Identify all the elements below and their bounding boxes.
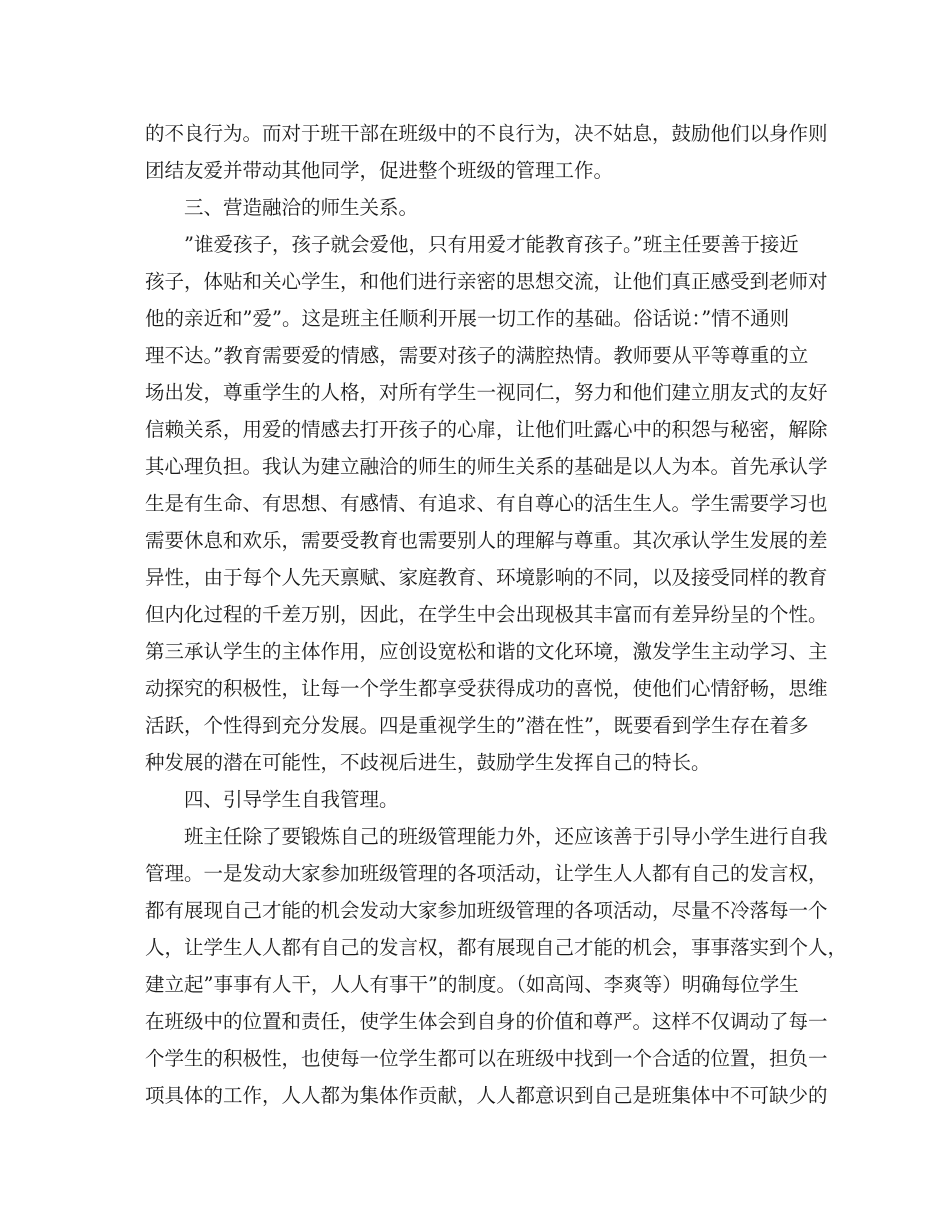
text-line: 其心理负担。我认为建立融洽的师生的师生关系的基础是以人为本。首先承认学 bbox=[145, 455, 828, 478]
text-line: 都有展现自己才能的机会发动大家参加班级管理的各项活动，尽量不冷落每一个 bbox=[145, 899, 828, 922]
text-line: 孩子，体贴和关心学生，和他们进行亲密的思想交流，让他们真正感受到老师对 bbox=[145, 270, 828, 293]
text-line: 场出发，尊重学生的人格，对所有学生一视同仁，努力和他们建立朋友式的友好 bbox=[145, 381, 828, 404]
text-line: 异性，由于每个人先天禀赋、家庭教育、环境影响的不同，以及接受同样的教育 bbox=[145, 566, 828, 589]
text-line: 建立起”事事有人干，人人有事干”的制度。（如高闯、李爽等）明确每位学生 bbox=[145, 973, 799, 996]
text-line: 的不良行为。而对于班干部在班级中的不良行为，决不姑息，鼓励他们以身作则 bbox=[145, 122, 828, 145]
section-heading: 四、引导学生自我管理。 bbox=[145, 788, 399, 811]
text-line: 理不达。”教育需要爱的情感，需要对孩子的满腔热情。教师要从平等尊重的立 bbox=[145, 344, 809, 367]
text-line: ”谁爱孩子，孩子就会爱他，只有用爱才能教育孩子。”班主任要善于接近 bbox=[145, 233, 799, 256]
text-line: 班主任除了要锻炼自己的班级管理能力外，还应该善于引导小学生进行自我 bbox=[145, 825, 828, 848]
text-line: 个学生的积极性，也使每一位学生都可以在班级中找到一个合适的位置，担负一 bbox=[145, 1047, 828, 1070]
text-line: 在班级中的位置和责任，使学生体会到自身的价值和尊严。这样不仅调动了每一 bbox=[145, 1010, 828, 1033]
text-line: 第三承认学生的主体作用，应创设宽松和谐的文化环境，激发学生主动学习、主 bbox=[145, 640, 828, 663]
text-line: 生是有生命、有思想、有感情、有追求、有自尊心的活生生人。学生需要学习也 bbox=[145, 492, 828, 515]
text-line: 团结友爱并带动其他同学，促进整个班级的管理工作。 bbox=[145, 159, 614, 182]
text-line: 项具体的工作，人人都为集体作贡献，人人都意识到自己是班集体中不可缺少的 bbox=[145, 1084, 828, 1107]
text-line: 但内化过程的千差万别，因此，在学生中会出现极其丰富而有差异纷呈的个性。 bbox=[145, 603, 828, 626]
text-line: 管理。一是发动大家参加班级管理的各项活动，让学生人人都有自己的发言权， bbox=[145, 862, 828, 885]
text-line: 种发展的潜在可能性，不歧视后进生，鼓励学生发挥自己的特长。 bbox=[145, 751, 711, 774]
section-heading: 三、营造融洽的师生关系。 bbox=[145, 196, 419, 219]
text-line: 动探究的积极性，让每一个学生都享受获得成功的喜悦，使他们心情舒畅，思维 bbox=[145, 677, 828, 700]
text-line: 信赖关系，用爱的情感去打开孩子的心扉，让他们吐露心中的积怨与秘密，解除 bbox=[145, 418, 828, 441]
text-line: 活跃，个性得到充分发展。四是重视学生的”潜在性”，既要看到学生存在着多 bbox=[145, 714, 809, 737]
body-text bbox=[145, 115, 848, 1114]
text-line: 需要休息和欢乐，需要受教育也需要别人的理解与尊重。其次承认学生发展的差 bbox=[145, 529, 828, 552]
text-line: 他的亲近和”爱”。这是班主任顺利开展一切工作的基础。俗话说：”情不通则 bbox=[145, 307, 790, 330]
text-line: 人，让学生人人都有自己的发言权，都有展现自己才能的机会，事事落实到个人， bbox=[145, 936, 848, 959]
